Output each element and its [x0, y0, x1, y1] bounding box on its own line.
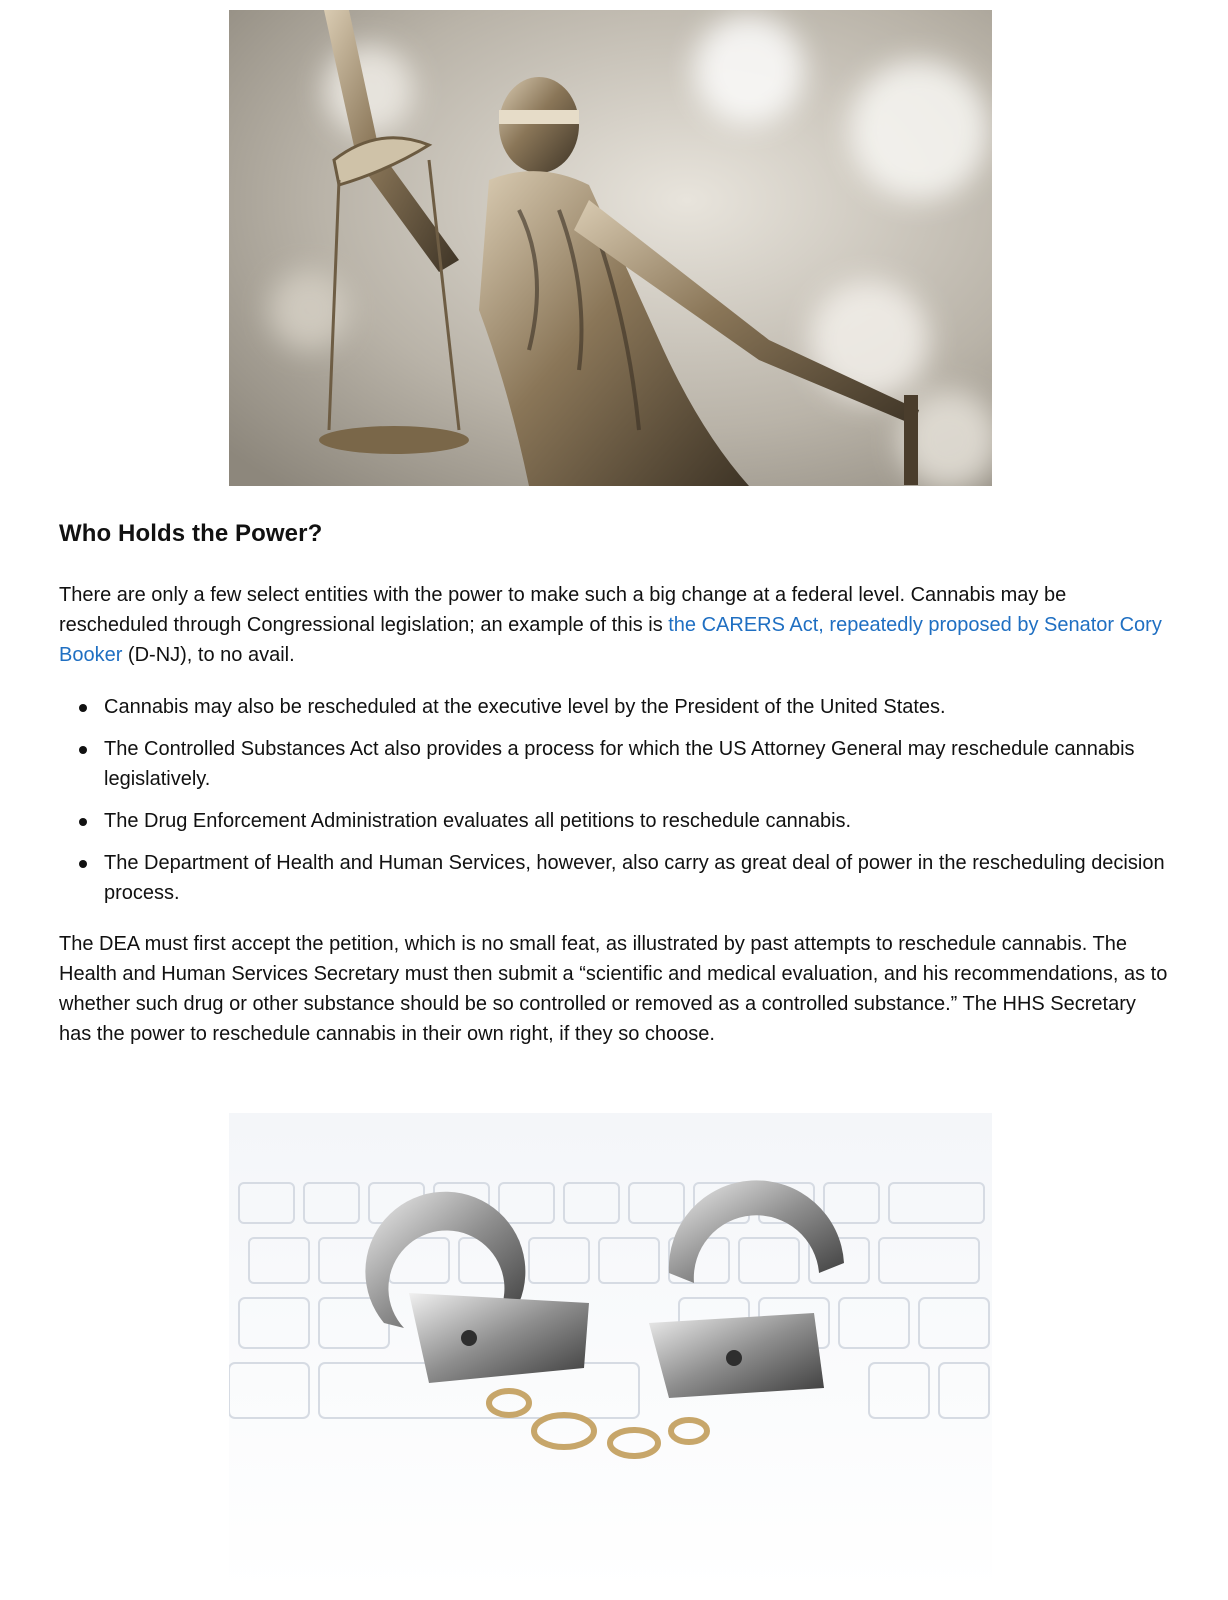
carers-act-link[interactable]: the CARERS Act, repeatedly proposed by Senator Cory Booker — [59, 614, 1162, 666]
lady-justice-photo — [229, 10, 992, 486]
list-item — [59, 806, 1169, 836]
list-item-text: Cannabis may also be rescheduled at the executive level by the President of the United States. — [104, 696, 946, 718]
handcuffs-photo — [229, 1113, 992, 1593]
intro-text-after-link: (D-NJ), to no avail. — [122, 644, 295, 666]
handcuffs-on-keyboard-icon — [229, 1113, 992, 1593]
list-item-text: The Controlled Substances Act also provides a process for which the US Attorney General may reschedule cannabis legislatively. — [104, 738, 1135, 790]
bullet-icon — [79, 818, 87, 826]
bullet-icon — [79, 746, 87, 754]
intro-paragraph — [59, 580, 1169, 670]
closing-paragraph: The DEA must first accept the petition, which is no small feat, as illustrated by past attempts to reschedule cannabis. The Health and Human Services Secretary must then submit a “scientific and medical evaluation, and his recommendations, as to whether such drug or other substance should be so controlled or removed as a controlled substance.” The HHS Secretary has the power to reschedule cannabis in their own right, if they so choose. — [59, 933, 1168, 1045]
intro-text-before-link: There are only a few select entities with the power to make such a big change at a federal level. Cannabis may be rescheduled through Congressional legislation; an example of this is — [59, 584, 1067, 636]
bullet-icon — [79, 704, 87, 712]
bullet-list — [59, 692, 1169, 920]
list-item-text: The Drug Enforcement Administration evaluates all petitions to reschedule cannabis. — [104, 810, 852, 832]
lady-justice-statue-icon — [229, 10, 992, 486]
list-item-text: The Department of Health and Human Services, however, also carry as great deal of power in the rescheduling decision process. — [104, 852, 1165, 904]
list-item — [59, 734, 1169, 794]
list-item — [59, 848, 1169, 908]
list-item — [59, 692, 1169, 722]
section-heading: Who Holds the Power? — [59, 520, 323, 547]
bullet-icon — [79, 860, 87, 868]
